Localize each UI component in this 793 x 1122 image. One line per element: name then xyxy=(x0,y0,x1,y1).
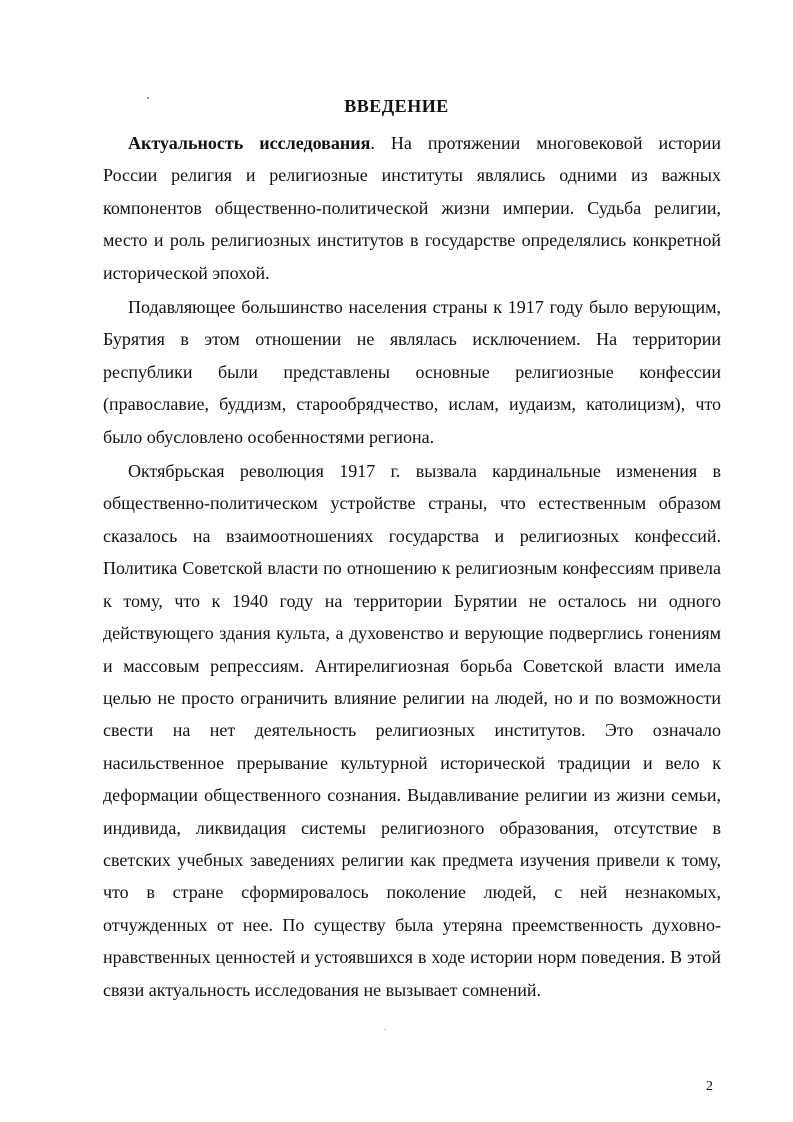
scan-speck xyxy=(384,1029,386,1030)
paragraph-text: Октябрьская революция 1917 г. вызвала кардинальные изменения в общественно-политическом устройстве страны, что естественным образом сказалось на взаимоотношениях государства и религиозных конфессий. Политика Советской власти по отношению к религиозным конфессиям привела к тому, что к 1940 году на территории Бурятии не осталось ни одного действующего здания культа, а духовенство и верующие подверглись гонениям и массовым репрессиям. Антирелигиозная борьба Советской власти имела целью не просто ограничить влияние религии на людей, но и по возможности свести на нет деятельность религиозных институтов. Это означало насильственное прерывание культурной исторической традиции и вело к деформации общественного сознания. Выдавливание религии из жизни семьи, индивида, ликвидация системы религиозного образования, отсутствие в светских учебных заведениях религии как предмета изучения привели к тому, что в стране сформировалось поколение людей, с ней незнакомых, отчужденных от нее. По существу была утеряна преемственность духовно-нравственных ценностей и устоявшихся в ходе истории норм поведения. В этой связи актуальность исследования не вызывает сомнений. xyxy=(103,461,721,1000)
body-text xyxy=(103,127,721,1006)
paragraph-text: Подавляющее большинство населения страны к 1917 году было верующим, Бурятия в этом отношении не являлась исключением. На территории республики были представлены основные религиозные конфессии (православие, буддизм, старообрядчество, ислам, иудаизм, католицизм), что было обусловлено особенностями региона. xyxy=(103,297,721,447)
paragraph-relevance xyxy=(103,127,721,289)
page-number: 2 xyxy=(706,1079,713,1094)
paragraph-lead: Актуальность исследования xyxy=(128,133,371,153)
paragraph-population xyxy=(103,291,721,453)
paragraph-revolution xyxy=(103,455,721,1006)
paragraph-text: . На протяжении многовековой истории России религия и религиозные институты являлись одними из важных компонентов общественно-политической жизни империи. Судьба религии, место и роль религиозных институтов в государстве определялись конкретной исторической эпохой. xyxy=(103,133,722,283)
section-title: ВВЕДЕНИЕ xyxy=(344,96,449,116)
